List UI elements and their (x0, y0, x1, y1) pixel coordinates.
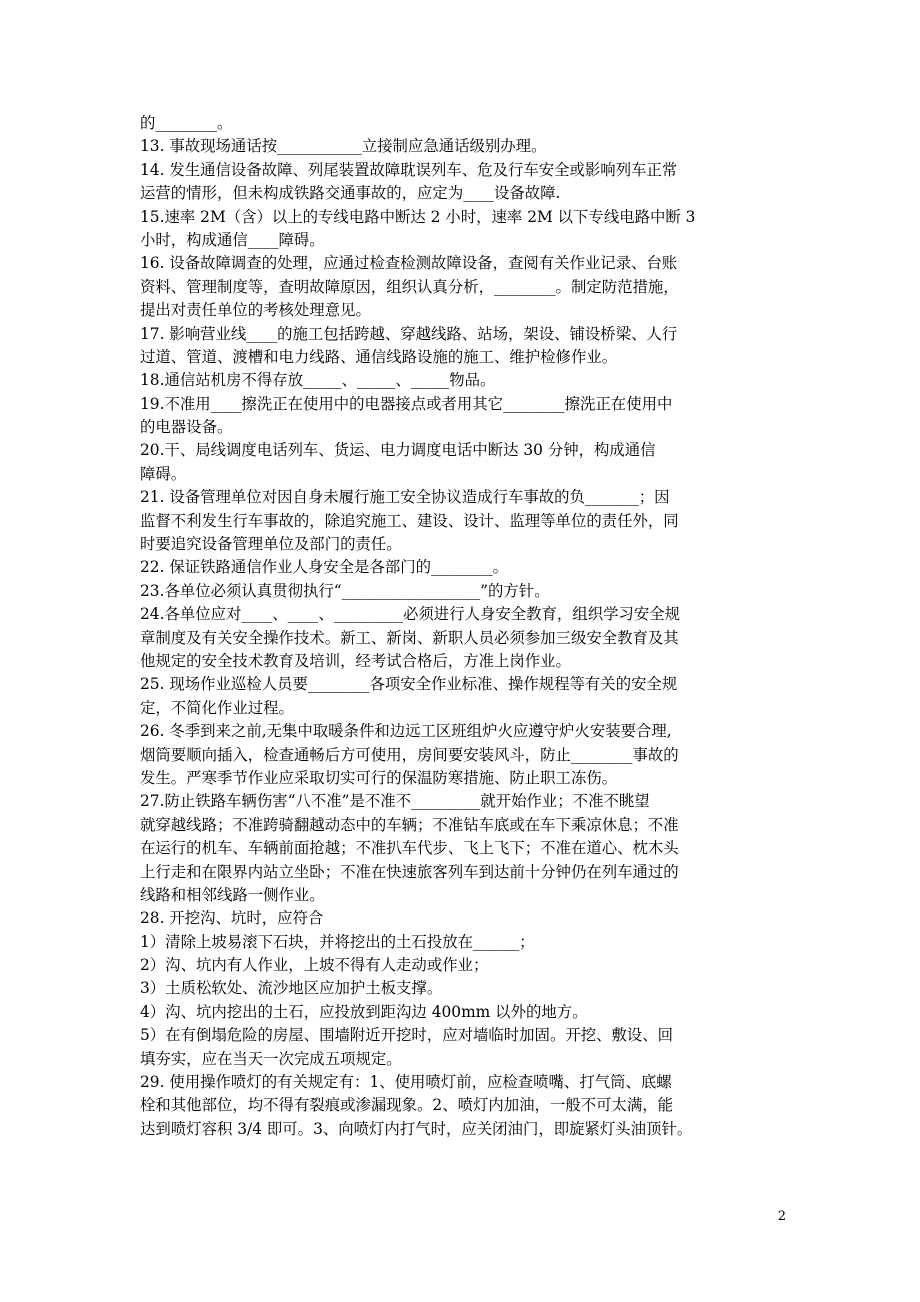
text-line: 运营的情形，但未构成铁路交通事故的，应定为____设备故障. (140, 184, 561, 203)
text-line: 26. 冬季到来之前,无集中取暖条件和边远工区班组炉火应遵守炉火安装要合理, (140, 722, 672, 741)
text-line: 15.速率 2M（含）以上的专线电路中断达 2 小时，速率 2M 以下专线电路中断 3 (140, 207, 696, 226)
text-line: 13. 事故现场通话按___________立接制应急通话级别办理。 (140, 137, 547, 156)
text-line: 达到喷灯容积 3/4 即可。3、向喷灯内打气时，应关闭油门，即旋紧灯头油顶针。 (140, 1119, 693, 1138)
text-line: 资料、管理制度等，查明故障原因，组织认真分析，________。制定防范措施， (140, 277, 679, 296)
text-line: 上行走和在限界内站立坐卧；不准在快速旅客列车到达前十分钟仍在列车通过的 (140, 862, 679, 881)
text-line: 监督不利发生行车事故的，除追究施工、建设、设计、监理等单位的责任外，同 (140, 511, 679, 530)
text-line: 填夯实，应在当天一次完成五项规定。 (140, 1049, 402, 1068)
text-line: 栓和其他部位，均不得有裂痕或渗漏现象。2、喷灯内加油，一般不可太满，能 (140, 1096, 674, 1115)
text-line: 28. 开挖沟、坑时，应符合 (140, 909, 324, 928)
text-line: 3）土质松软处、流沙地区应加护土板支撑。 (140, 979, 443, 998)
text-line: 5）在有倒塌危险的房屋、围墙附近开挖时，应对墙临时加固。开挖、敷设、回 (140, 1026, 674, 1045)
text-line: 21. 设备管理单位对因自身未履行施工安全协议造成行车事故的负_______；因 (140, 488, 670, 507)
text-line: 小时，构成通信____障碍。 (140, 230, 325, 249)
text-line: 4）沟、坑内挖出的土石，应投放到距沟边 400mm 以外的地方。 (140, 1002, 588, 1021)
text-line: 提出对责任单位的考核处理意见。 (140, 301, 371, 320)
text-line: 在运行的机车、车辆前面抢越；不准扒车代步、飞上飞下；不准在道心、枕木头 (140, 839, 679, 858)
text-line: 14. 发生通信设备故障、列尾装置故障耽误列车、危及行车安全或影响列车正常 (140, 160, 678, 179)
text-line: 烟筒要顺向插入，检查通畅后方可使用，房间要安装风斗，防止________事故的 (140, 745, 679, 764)
text-line: 24.各单位应对____、____、_________必须进行人身安全教育，组织学习安全规 (140, 605, 681, 624)
text-line: 2）沟、坑内有人作业，上坡不得有人走动或作业； (140, 956, 489, 975)
text-line: 23.各单位必须认真贯彻执行“__________________”的方针。 (140, 581, 550, 600)
text-line: 20.干、局线调度电话列车、货运、电力调度电话中断达 30 分钟，构成通信 (140, 441, 656, 460)
page-number: 2 (777, 1209, 786, 1224)
text-line: 障碍。 (140, 464, 187, 483)
text-line: 27.防止铁路车辆伤害“八不准”是不准不_________就开始作业；不准不眺望 (140, 792, 650, 811)
text-line: 18.通信站机房不得存放_____、_____、_____物品。 (140, 371, 496, 390)
text-line: 1）清除上坡易滚下石块，并将挖出的土石投放在______； (140, 932, 535, 951)
text-line: 定，不简化作业过程。 (140, 698, 294, 717)
text-line: 19.不准用____擦洗正在使用中的电器接点或者用其它________擦洗正在使用中 (140, 394, 673, 413)
text-line: 29. 使用操作喷灯的有关规定有：1、使用喷灯前，应检查喷嘴、打气筒、底螺 (140, 1073, 672, 1092)
text-line: 16. 设备故障调查的处理，应通过检查检测故障设备，查阅有关作业记录、台账 (140, 254, 678, 273)
text-line: 17. 影响营业线____的施工包括跨越、穿越线路、站场，架设、铺设桥梁、人行 (140, 324, 678, 343)
text-line: 的________。 (140, 114, 233, 132)
text-line: 线路和相邻线路一侧作业。 (140, 885, 325, 904)
text-line: 时要追究设备管理单位及部门的责任。 (140, 535, 402, 554)
text-line: 章制度及有关安全操作技术。新工、新岗、新职人员必须参加三级安全教育及其 (140, 628, 679, 647)
text-line: 的电器设备。 (140, 418, 233, 437)
text-line: 22. 保证铁路通信作业人身安全是各部门的________。 (140, 558, 508, 577)
text-line: 过道、管道、渡槽和电力线路、通信线路设施的施工、维护检修作业。 (140, 347, 618, 366)
text-line: 他规定的安全技术教育及培训，经考试合格后，方准上岗作业。 (140, 651, 571, 670)
text-line: 发生。严寒季节作业应采取切实可行的保温防寒措施、防止职工冻伤。 (140, 768, 618, 787)
text-line: 就穿越线路；不准跨骑翻越动态中的车辆；不准钻车底或在车下乘凉休息；不准 (140, 815, 679, 834)
document-body (140, 112, 786, 1141)
text-line: 25. 现场作业巡检人员要________各项安全作业标准、操作规程等有关的安全规 (140, 675, 678, 694)
